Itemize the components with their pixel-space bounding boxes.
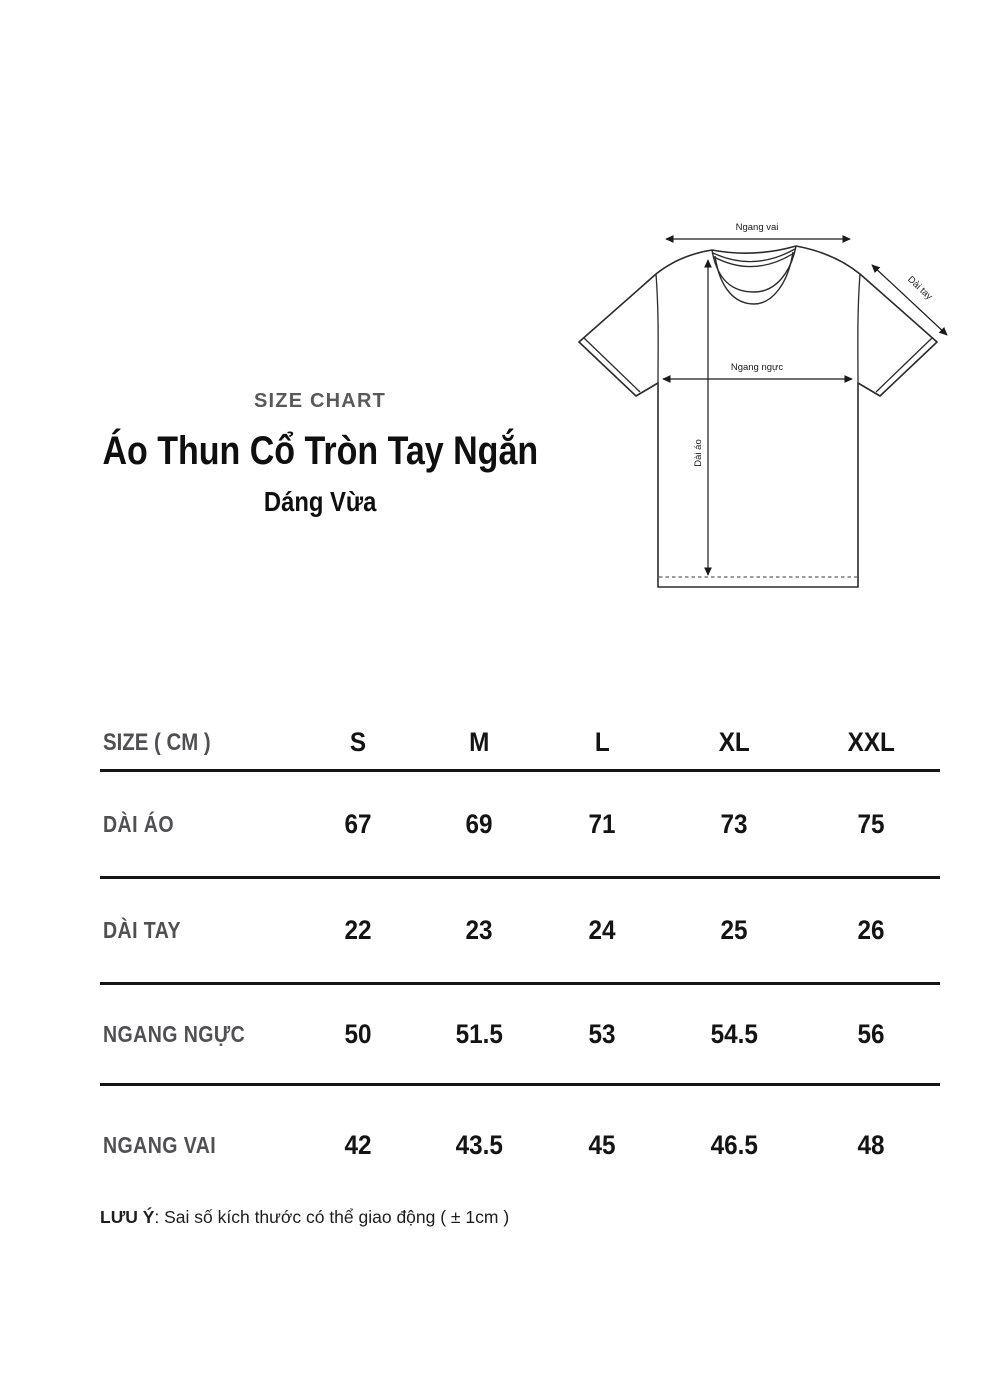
size-column-xl: XL xyxy=(718,727,750,757)
size-table xyxy=(100,716,940,1205)
cell-value: 46.5 xyxy=(710,1130,758,1160)
cell-value: 67 xyxy=(344,808,372,839)
tshirt-outline xyxy=(579,246,937,587)
tolerance-note xyxy=(100,1207,509,1228)
cell-value: 22 xyxy=(344,915,372,945)
table-row-ngang-vai xyxy=(100,1086,940,1205)
chest-width-label: Ngang ngực xyxy=(730,362,784,373)
tshirt-diagram xyxy=(560,210,960,600)
row-label: DÀI TAY xyxy=(103,917,181,943)
row-label: NGANG NGỰC xyxy=(103,1020,246,1047)
cell-value: 54.5 xyxy=(710,1018,758,1049)
cell-value: 69 xyxy=(465,808,494,839)
cell-value: 51.5 xyxy=(455,1018,504,1049)
cell-value: 42 xyxy=(344,1130,372,1160)
size-column-xxl: XXL xyxy=(847,727,896,757)
cell-value: 48 xyxy=(857,1130,886,1160)
size-chart-eyebrow: SIZE CHART xyxy=(254,390,386,412)
size-unit-header: SIZE ( CM ) xyxy=(103,728,211,756)
cell-value: 45 xyxy=(588,1130,617,1160)
cell-value: 23 xyxy=(465,915,494,945)
table-row-dai-tay xyxy=(100,879,940,985)
body-length-label: Dài áo xyxy=(693,439,704,467)
tolerance-note-label: LƯU Ý xyxy=(100,1207,155,1227)
cell-value: 71 xyxy=(588,808,617,839)
size-column-m: M xyxy=(469,727,490,757)
product-title-text: Áo Thun Cổ Tròn Tay Ngắn xyxy=(102,429,538,473)
size-table-header-row xyxy=(100,716,940,772)
shoulder-width-label: Ngang vai xyxy=(735,222,779,233)
size-column-l: L xyxy=(595,727,610,757)
fit-subtitle-text: Dáng Vừa xyxy=(263,486,377,517)
cell-value: 75 xyxy=(857,808,886,839)
heading-block xyxy=(40,390,600,518)
cell-value: 53 xyxy=(588,1018,617,1049)
cell-value: 56 xyxy=(857,1018,886,1049)
tshirt-diagram-svg xyxy=(560,210,960,600)
product-title xyxy=(40,429,600,474)
sleeve-length-label: Dài tay xyxy=(905,274,935,303)
table-row-dai-ao xyxy=(100,772,940,879)
cell-value: 24 xyxy=(588,915,617,945)
cell-value: 73 xyxy=(720,808,748,839)
table-row-ngang-nguc xyxy=(100,985,940,1086)
row-label: NGANG VAI xyxy=(103,1132,217,1158)
tolerance-note-text: : Sai số kích thước có thể giao động ( ± 1cm ) xyxy=(154,1207,510,1227)
cell-value: 50 xyxy=(344,1018,372,1049)
row-label: DÀI ÁO xyxy=(103,810,174,837)
size-column-s: S xyxy=(349,727,367,757)
cell-value: 25 xyxy=(720,915,748,945)
cell-value: 43.5 xyxy=(455,1130,504,1160)
fit-subtitle xyxy=(40,486,600,518)
cell-value: 26 xyxy=(857,915,886,945)
